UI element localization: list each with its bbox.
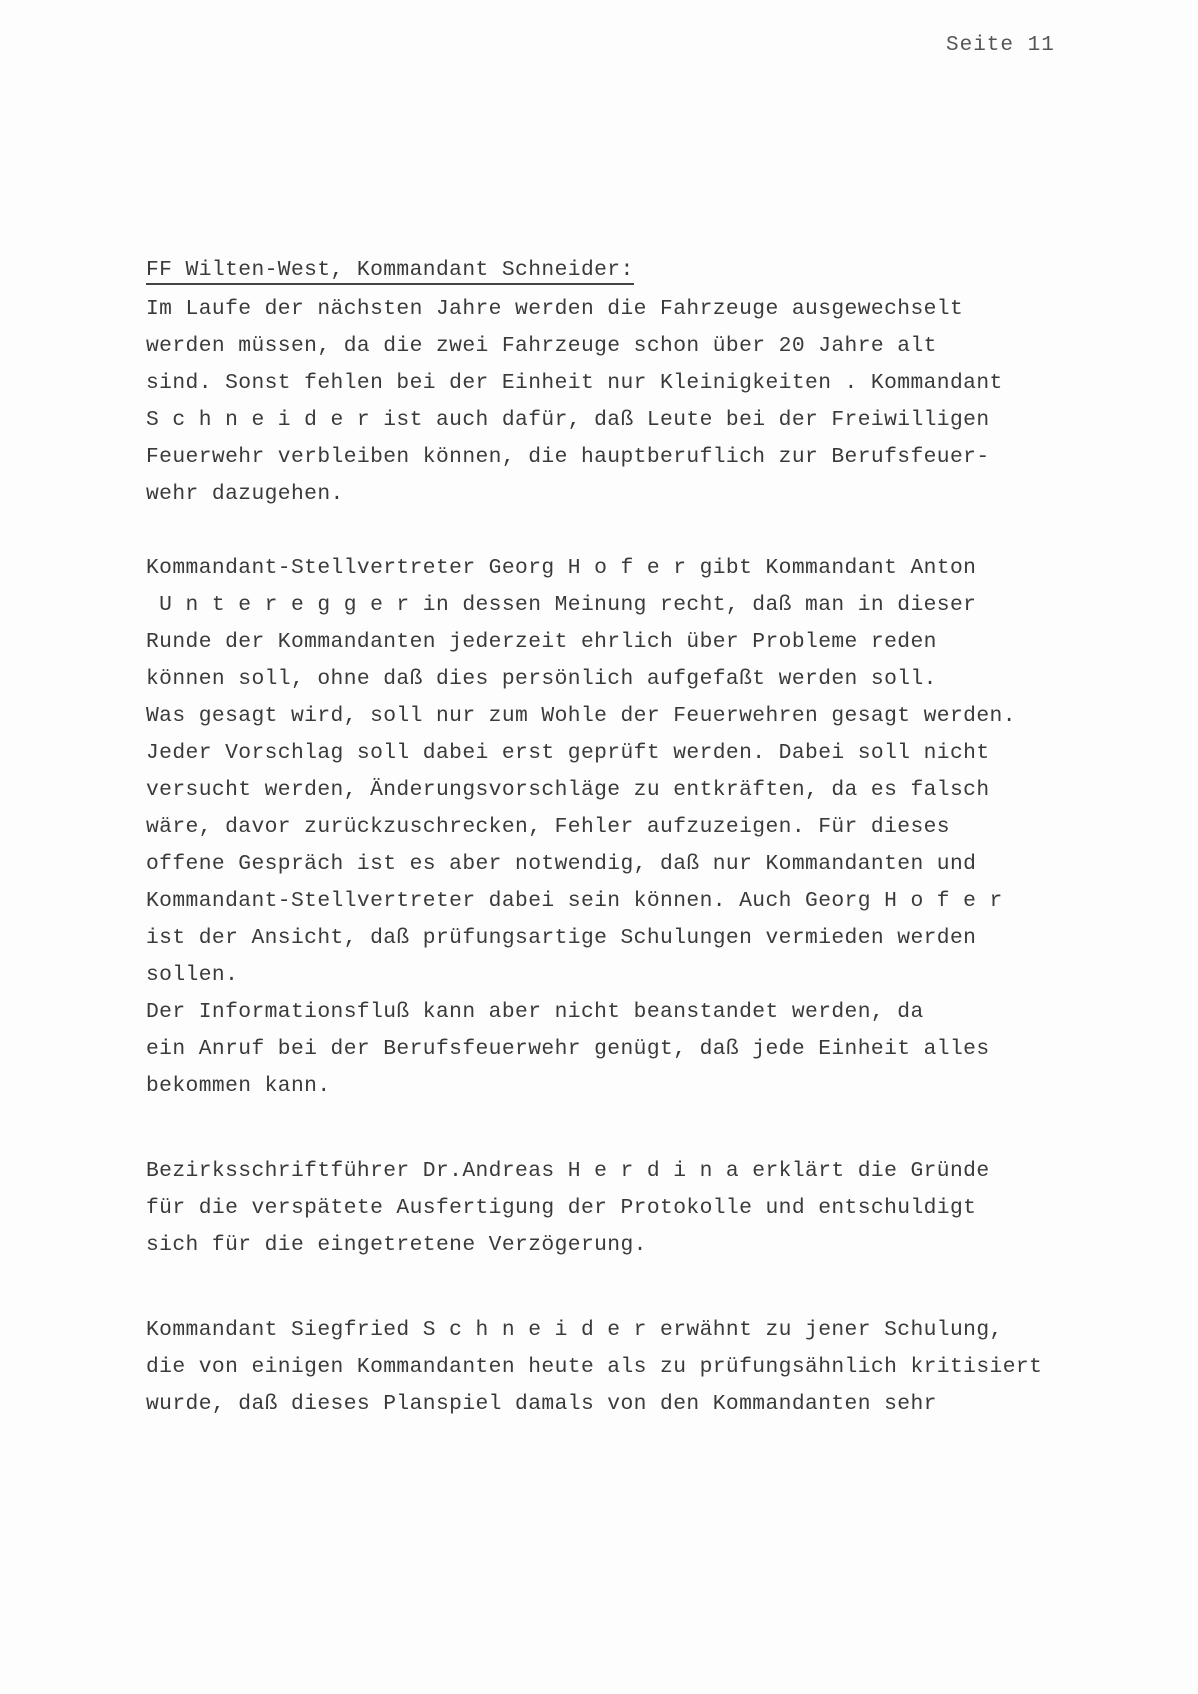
text-line: wurde, daß dieses Planspiel damals von den Kommandanten sehr (146, 1392, 937, 1416)
text-line: können soll, ohne daß dies persönlich aufgefaßt werden soll. (146, 667, 937, 691)
text-line: die von einigen Kommandanten heute als zu prüfungsähnlich kritisiert (146, 1355, 1043, 1379)
text-line: ein Anruf bei der Berufsfeuerwehr genügt, daß jede Einheit alles (146, 1037, 990, 1061)
text-line: wehr dazugehen. (146, 482, 344, 506)
section-herdina (146, 1153, 1186, 1264)
text-line: sich für die eingetretene Verzögerung. (146, 1233, 647, 1257)
document-body (146, 252, 1186, 1423)
section-hofer (146, 550, 1186, 1105)
text-line: Bezirksschriftführer Dr.Andreas H e r d i n a erklärt die Gründe (146, 1159, 990, 1183)
text-line: Jeder Vorschlag soll dabei erst geprüft werden. Dabei soll nicht (146, 741, 990, 765)
text-line: Der Informationsfluß kann aber nicht beanstandet werden, da (146, 1000, 924, 1024)
paragraph-gap (146, 1264, 1186, 1312)
text-line: sollen. (146, 963, 239, 987)
text-line: wäre, davor zurückzuschrecken, Fehler aufzuzeigen. Für dieses (146, 815, 950, 839)
text-line: Was gesagt wird, soll nur zum Wohle der Feuerwehren gesagt werden. (146, 704, 1016, 728)
section-heading: FF Wilten-West, Kommandant Schneider: (146, 257, 634, 285)
text-line: versucht werden, Änderungsvorschläge zu entkräften, da es falsch (146, 778, 990, 802)
text-line: U n t e r e g g e r in dessen Meinung recht, daß man in dieser (146, 593, 977, 617)
text-line: bekommen kann. (146, 1074, 331, 1098)
section-schneider (146, 1312, 1186, 1423)
text-line: ist der Ansicht, daß prüfungsartige Schulungen vermieden werden (146, 926, 977, 950)
text-line: Feuerwehr verbleiben können, die hauptberuflich zur Berufsfeuer- (146, 445, 990, 469)
text-line: Kommandant-Stellvertreter dabei sein können. Auch Georg H o f e r (146, 889, 1003, 913)
text-line: Runde der Kommandanten jederzeit ehrlich über Probleme reden (146, 630, 937, 654)
text-line: S c h n e i d e r ist auch dafür, daß Leute bei der Freiwilligen (146, 408, 990, 432)
paragraph-gap (146, 513, 1186, 550)
text-line: offene Gespräch ist es aber notwendig, daß nur Kommandanten und (146, 852, 977, 876)
section-wilten-west (146, 252, 1186, 513)
text-line: Im Laufe der nächsten Jahre werden die Fahrzeuge ausgewechselt (146, 297, 964, 321)
text-line: sind. Sonst fehlen bei der Einheit nur Kleinigkeiten . Kommandant (146, 371, 1003, 395)
text-line: Kommandant Siegfried S c h n e i d e r erwähnt zu jener Schulung, (146, 1318, 1003, 1342)
page-number: Seite 11 (946, 34, 1055, 57)
text-line: Kommandant-Stellvertreter Georg H o f e r gibt Kommandant Anton (146, 556, 977, 580)
text-line: werden müssen, da die zwei Fahrzeuge schon über 20 Jahre alt (146, 334, 937, 358)
paragraph-gap (146, 1105, 1186, 1153)
text-line: für die verspätete Ausfertigung der Protokolle und entschuldigt (146, 1196, 977, 1220)
